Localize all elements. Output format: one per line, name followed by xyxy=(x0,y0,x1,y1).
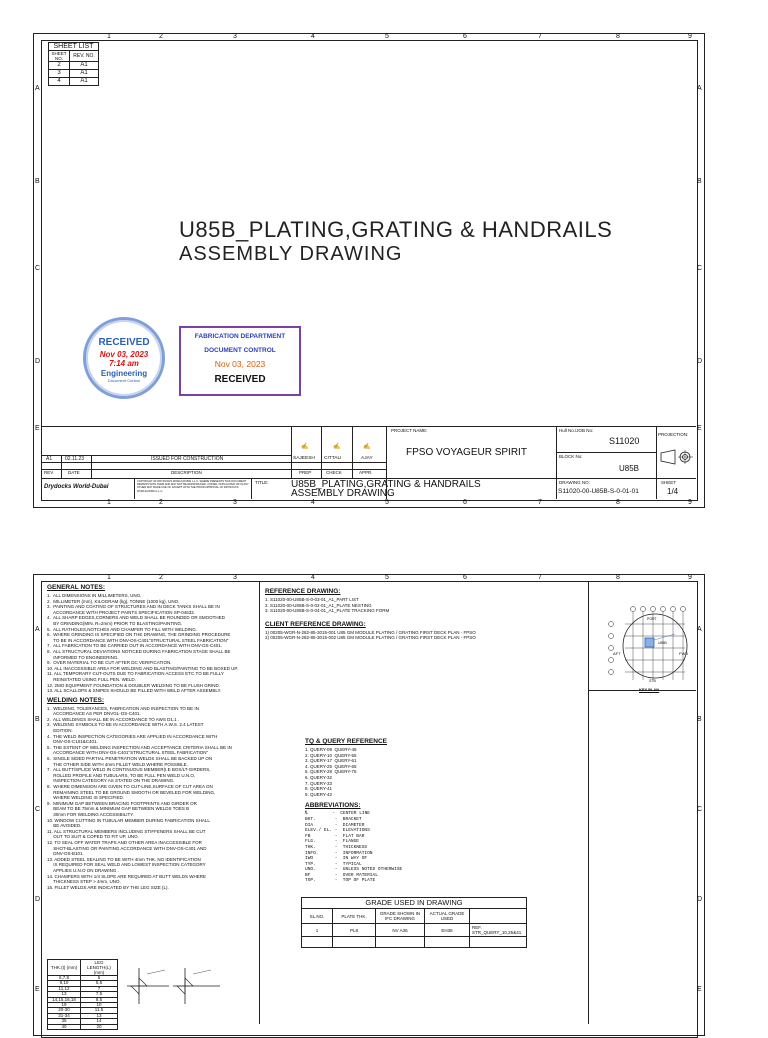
general-note-line: 4. ALL SHARP EDGES,CORNERS AND WELD SHALL BE ROUNDED OR SMOOTHED xyxy=(47,615,225,621)
zone-y-c: C xyxy=(35,265,41,272)
grade-header-actual: ACTUAL GRADE USED xyxy=(425,909,470,924)
general-notes-title: GENERAL NOTES: xyxy=(47,584,106,591)
client-reference-item: 1) 00205-WGR-N-282-85-3015-001 U85 GM MODULE PLATING / GRATING FIRST DECK PLAN - FPSO xyxy=(265,629,476,635)
general-note-line: BY GRINDING(MIN. R=2mm) PRIOR TO BLASTING/PAINTING. xyxy=(47,620,183,626)
welding-note-line: 8. WHERE DIMENSION ARE GIVEN TO CUT-LINE,SURFACE OF CUT AREA ON xyxy=(47,784,213,789)
zone-y-a: A xyxy=(35,85,40,92)
sheet-list-title: SHEET LIST xyxy=(49,43,99,51)
zone-x-6: 6 xyxy=(463,574,467,581)
general-note-line: 9. OVER MATERIAL TO BE CUT AFTER DC VERIFICATION. xyxy=(47,660,172,666)
general-notes-block xyxy=(47,584,257,890)
general-note-line: 3. PAINTING AND COATING OF STRUCTURES AND IN DECK TANKS SHALL BE IN xyxy=(47,604,220,610)
sheet-list-row-rev: A1 xyxy=(70,70,99,78)
grade-cell: REF. STR_QUERY_10,25&41 xyxy=(470,924,527,937)
fabrication-stamp-status: RECEIVED xyxy=(214,374,266,385)
sheet-list-row-rev: A1 xyxy=(70,78,99,86)
welding-note-line: 12. TO SEAL OFF WATER TRAPS AND OTHER AREA INACCESSIBLE FOR xyxy=(47,839,202,845)
welding-note-line: THICKNESS STEP > 4mm, UNO. xyxy=(47,879,121,885)
leg-table-cell: 31-34 xyxy=(48,1013,81,1018)
leg-table-cell: 14 xyxy=(81,1019,118,1024)
grade-table-title: GRADE USED IN DRAWING xyxy=(302,898,527,909)
welding-note-line: 6. SINGLE SIDED PARTIAL PENETRATION WELDS SHALL BE BACKED UP ON xyxy=(47,756,213,762)
welding-note-line: EDITION. xyxy=(47,728,73,734)
zone-x-8-bottom: 8 xyxy=(616,499,620,506)
reference-drawing-item: 3. S11020-00-U85B-S-0-04-01_A1_PLATE TRACKING FORM xyxy=(265,608,390,614)
general-note-line: 10. ALL INACCESSIBLE AREA FOR WELDING AND BLASTING/PAINTING TO BE BOXED UP. xyxy=(47,665,239,671)
zone-x-4: 4 xyxy=(311,574,315,581)
welding-note-line: 4. THE WELD INSPECTION CATEGORIES ARE APPLIED IN ACCORDANCE WITH xyxy=(47,733,218,739)
welding-note-line: 5. THE EXTENT OF WELDING INSPECTION AND ACCEPTANCE CRITERIA SHALL BE IN xyxy=(47,744,232,750)
received-stamp-date: Nov 03, 2023 xyxy=(99,350,149,359)
general-note-line: ACCORDANCE WITH PROJECT PAINTS SPECIFICATION SP-04632. xyxy=(47,609,196,615)
welding-note-line: 30mm FOR WELDING ACCESSIBILITY. xyxy=(47,811,134,817)
fabrication-stamp-line2: DOCUMENT CONTROL xyxy=(204,347,276,354)
leg-table-cell: 19 xyxy=(48,1003,81,1008)
received-stamp-round xyxy=(83,317,165,399)
zone-y-d-right: D xyxy=(697,896,703,903)
reference-drawing-title: REFERENCE DRAWING: xyxy=(265,588,341,595)
zone-x-9-bottom: 9 xyxy=(688,499,692,506)
welding-note-line: ACCORDANCE WITH DNV-OS-C401"STRUCTURAL STEEL FABRICATION" xyxy=(47,750,209,756)
welding-note-line: 13. ADDED STEEL SEALING TO BE WITH 4mm THK. NO IDENTIFICATION xyxy=(47,856,201,862)
revision-value: A1 xyxy=(46,456,53,462)
zone-x-6-bottom: 6 xyxy=(463,499,467,506)
hull-no: S11020 xyxy=(609,436,640,446)
leg-table-header-thk: THK.(t) (mm) xyxy=(48,960,81,976)
grade-cell: NV A36 xyxy=(376,924,425,937)
grade-cell: 1 xyxy=(302,924,333,937)
zone-y-b: B xyxy=(35,716,40,723)
label-rev: REV xyxy=(44,470,54,475)
leg-length-table xyxy=(47,959,118,1030)
general-note-line: 5. ALL RATHOLES,NOTCHES AND CHAMFER TO FILL WITH WELDING. xyxy=(47,626,197,632)
drawing-no-label: DRAWING NO: xyxy=(559,480,590,485)
zone-y-d: D xyxy=(35,896,41,903)
sheet-list-header-sheet: SHEET NO. xyxy=(49,51,70,62)
welding-note-line: 2. ALL WELDINGS SHALL BE IN ACCORDANCE TO AWS D1.1 . xyxy=(47,716,180,722)
welding-note-line: OUT TO SUIT & COPED TO FIT UP, UNO. xyxy=(47,834,139,840)
tq-query-item: 6. QUERY-32 xyxy=(305,774,333,780)
general-note-line: 2. MILLIMETER (mm), KILOGRAM (kg), TONNE (1000 kg), UNO. xyxy=(47,598,180,604)
zone-x-7: 7 xyxy=(538,33,542,40)
zone-x-6: 6 xyxy=(463,33,467,40)
drawing-main-subtitle: ASSEMBLY DRAWING xyxy=(179,243,403,265)
leg-table-cell: 11,12 xyxy=(48,986,81,991)
label-prep: PREP xyxy=(299,470,312,475)
client-reference-title: CLIENT REFERENCE DRAWING: xyxy=(265,620,366,628)
tq-query-item: 3. QUERY-17 QUERY-61 xyxy=(305,758,357,764)
welding-note-line: 9. MINIMUM GAP BETWEEN BRACING FOOTPRINTS AND GIRDER OR xyxy=(47,800,197,806)
zone-x-2-bottom: 2 xyxy=(159,499,163,506)
sheet-list-row-rev: A1 xyxy=(70,62,99,70)
abbreviations-list xyxy=(305,811,445,884)
key-plan-top: PORT xyxy=(647,617,657,621)
key-plan-fwd: FWD xyxy=(679,651,689,656)
welding-note-line: 1. WELDING, TOLERANCES, FABRICATION AND INSPECTION TO BE IN xyxy=(47,705,199,711)
general-notes-list xyxy=(47,593,257,694)
zone-x-2: 2 xyxy=(159,574,163,581)
leg-table-cell: 5 xyxy=(81,976,118,981)
zone-y-b: B xyxy=(35,178,40,185)
reference-drawing-item: 1. S11020-00-U85B-S-0-03-01_A1_PART LIST xyxy=(265,597,359,602)
abbreviation-item: BF - OVER MATERIAL xyxy=(305,872,378,878)
welding-note-line: SHOT-BLASTING OR PAINTING ACCORDANCE WITH DNV-OS-C401 AND xyxy=(47,845,207,851)
label-date: DATE xyxy=(68,470,80,475)
tq-query-list xyxy=(305,747,445,797)
drawing-no: S11020-00-U85B-S-0-01-01 xyxy=(558,488,639,495)
welding-note-line: DNV-OS-C101&C401. xyxy=(47,739,98,745)
general-note-line: 7. ALL FABRICATION TO BE CARRIED OUT IN ACCORDANCE WITH DNV-OS-C401. xyxy=(47,643,223,649)
key-plan-aft: AFT xyxy=(613,651,621,656)
tq-query-item: 2. QUERY-10 QUERY-55 xyxy=(305,752,357,758)
leg-table-cell: 20 xyxy=(81,1024,118,1029)
zone-y-d-right: D xyxy=(697,358,703,365)
label-appr: APPR. xyxy=(359,470,373,475)
label-check: CHECK xyxy=(326,470,342,475)
zone-y-a-right: A xyxy=(697,85,702,92)
grade-header-ref xyxy=(470,909,527,924)
zone-x-4: 4 xyxy=(311,33,315,40)
title-block-title-line1: U85B_PLATING,GRATING & HANDRAILS xyxy=(291,479,481,490)
general-note-line: 11. ALL TEMPORARY CUT-OUTS DUE TO FABRICATION ACCESS ETC.TO BE FULLY xyxy=(47,671,224,677)
leg-table-cell: 11.5 xyxy=(81,1008,118,1013)
prep-name: SAJEESH xyxy=(293,456,315,461)
welding-note-line: 11. ALL STRUCTURAL MEMBERS INCLUDING STIFFENERS SHALL BE CUT xyxy=(47,828,206,834)
leg-table-cell: 20-30 xyxy=(48,1008,81,1013)
reference-drawing-item: 2. S11020-00-U85B-S-0-02-01_A1_PLATE NESTING xyxy=(265,602,372,608)
projection-label: PROJECTION: xyxy=(658,432,689,437)
zone-y-e-right: E xyxy=(697,986,702,993)
zone-y-b-right: B xyxy=(697,716,702,723)
drawing-sheet-1 xyxy=(33,33,705,508)
sheet-list-row-sheet: 2 xyxy=(49,62,70,70)
received-stamp-dept: Document Control xyxy=(107,378,141,383)
zone-x-3-bottom: 3 xyxy=(233,499,237,506)
welding-note-line: ACCORDANCE AS PER DNVGL-OS-C401. xyxy=(47,711,141,717)
welding-note-line: BE AVOIDED. xyxy=(47,823,82,829)
leg-table-cell: 40 xyxy=(48,1024,81,1029)
hull-no-label: Hull No./JOB No: xyxy=(559,428,594,433)
abbreviation-item: THK. - THICKNESS xyxy=(305,844,368,850)
general-note-line: INFORMED TO ENGINEERING. xyxy=(47,654,119,660)
leg-table-cell: 13 xyxy=(48,992,81,997)
projection-symbol-icon xyxy=(659,448,695,466)
abbreviation-item: INFO. - INFORMATION xyxy=(305,850,373,856)
welding-note-line: 10. WINDOW CUTTING IN TUBULAR MEMBER DURING FABRICATION SHALL xyxy=(47,817,210,823)
welding-note-line: 3. WELDING SYMBOLS TO BE IN ACCORDANCE WITH A.W.S. 2.4 LATEST xyxy=(47,722,204,728)
abbreviation-item: TOP. - TOP OF PLATE xyxy=(305,878,376,884)
welding-note-line: WHERE WELDING IS SPECIFIED. xyxy=(47,795,125,801)
received-stamp-label: RECEIVED xyxy=(98,337,150,348)
leg-table-cell: 14,15,16,18 xyxy=(48,997,81,1002)
fabrication-stamp-date: Nov 03, 2023 xyxy=(214,359,266,369)
leg-table-cell: 8.5 xyxy=(81,997,118,1002)
welding-note-line: THE OTHER SIDE WITH 4mm FILLET WELD WHERE POSSIBLE. xyxy=(47,761,188,767)
abbreviation-item: IWO - IN WAY OF xyxy=(305,856,368,862)
label-description: DESCRIPTION xyxy=(171,470,202,475)
general-note-line: 8. ALL STRUCTURAL DEVIATIONS NOTICED DURING FABRICATION STAGE SHALL BE xyxy=(47,648,231,654)
abbreviation-item: BKT. - BRACKET xyxy=(305,816,362,822)
zone-y-a: A xyxy=(35,626,40,633)
revision-date: 02.11.23 xyxy=(65,456,85,462)
zone-x-8: 8 xyxy=(616,33,620,40)
general-note-line: 6. WHERE GRINDING IS SPECIFIED ON THE DRAWING, THE GRINDING PROCEDURE xyxy=(47,632,231,638)
title-block xyxy=(41,426,696,499)
zone-y-e-right: E xyxy=(697,425,702,432)
key-plan-label: KEY PLAN xyxy=(639,687,660,692)
zone-x-9: 9 xyxy=(688,574,692,581)
client-reference-item: 2) 00205-WGR-N-282-85-3015-002 U85 GM MODULE PLATING / GRATING FIRST DECK PLAN - FPSO xyxy=(265,635,476,641)
title-block-title-line2: ASSEMBLY DRAWING xyxy=(291,488,395,499)
grade-header-thk: PLATE THK. xyxy=(333,909,376,924)
welding-note-line: BEAM TO BE 75mm & MINIMUM GAP BETWEEN WELDS TOES B xyxy=(47,806,190,812)
welding-note-line: ROLLED PROFILE AND TUBULARS, TO BE FULL PEN WELD U.N.O, xyxy=(47,772,196,778)
appr-name: AJAY xyxy=(361,456,373,461)
tq-query-item: 4. QUERY-25 QUERY-65 xyxy=(305,763,357,769)
fabrication-stamp-line1: FABRICATION DEPARTMENT xyxy=(194,333,286,340)
block-no-label: BLOCK No: xyxy=(559,454,583,459)
grade-cell: PL8 xyxy=(333,924,376,937)
title-label: TITLE: xyxy=(255,480,269,485)
general-note-line: REINSTATED USING FULL PEN. WELD. xyxy=(47,676,136,682)
zone-x-3: 3 xyxy=(233,33,237,40)
project-name: FPSO VOYAGEUR SPIRIT xyxy=(406,447,527,458)
general-note-line: 12. 2MO EQUIPMENT FOUNDATION & DOUBLER WELDING TO BE FLUSH GRIND. xyxy=(47,682,220,688)
sheet-list-header-rev: REV. NO. xyxy=(70,51,99,62)
general-note-line: 1. ALL DIMENSIONS IN MILLIMETERS, UNO. xyxy=(47,593,142,598)
zone-x-3: 3 xyxy=(233,574,237,581)
sheet-list-row-sheet: 4 xyxy=(49,78,70,86)
leg-table-cell: 13 xyxy=(81,1013,118,1018)
leg-table-cell: 10 xyxy=(81,1003,118,1008)
signature-prep-icon: ✍ xyxy=(301,444,309,450)
received-stamp-time: 7:14 am xyxy=(109,359,139,368)
leg-table-cell: 6,7,8 xyxy=(48,976,81,981)
zone-y-d: D xyxy=(35,358,41,365)
welding-note-line: 15. FILLET WELDS ARE INDICATED BY THE LEG SIZE (L). xyxy=(47,884,169,890)
zone-x-5: 5 xyxy=(385,33,389,40)
tq-query-item: 7. QUERY-33 xyxy=(305,780,333,786)
general-note-line: 13. ALL SCALLOPS & SNIPES SHOULD BE FILLED WITH WELD AFTER ASSEMBLY. xyxy=(47,688,222,694)
block-no: U85B xyxy=(619,464,640,473)
drawing-sheet-2 xyxy=(33,574,705,1029)
fabrication-stamp xyxy=(179,326,301,396)
abbreviation-item: UNO. - UNLESS NOTED OTHERWISE xyxy=(305,867,403,873)
key-plan-block: U85B xyxy=(658,641,667,645)
zone-y-e: E xyxy=(35,986,40,993)
leg-table-cell: 35 xyxy=(48,1019,81,1024)
leg-table-cell: 5.5 xyxy=(81,981,118,986)
tq-query-item: 8. QUERY-41 xyxy=(305,786,333,792)
abbreviation-item: FLG. - FLANGE xyxy=(305,839,360,845)
zone-x-1-bottom: 1 xyxy=(107,499,111,506)
received-stamp-org: Engineering xyxy=(100,369,148,378)
zone-x-4-bottom: 4 xyxy=(311,499,315,506)
project-name-label: PROJECT NAME: xyxy=(391,428,428,433)
zone-y-c-right: C xyxy=(697,806,703,813)
tq-query-title: TQ & QUERY REFERENCE xyxy=(305,738,387,745)
zone-y-c-right: C xyxy=(697,265,703,272)
leg-table-cell: 7 xyxy=(81,986,118,991)
sheet-number: 1/4 xyxy=(667,487,679,496)
welding-notes-list xyxy=(47,706,257,891)
welding-note-line: APPLIES U.N.O ON DRAWING . xyxy=(47,867,119,873)
copyright-note: COPYRIGHT OF DRYDOCKS WORLD-DUBAI L.L.C. WHERE PRESENTS THIS DOCUMENT REMAINS WITH THEM AND MAY NOT BE REPRODUCED, COPIED, DUPLICATED OR IN ANY OTHER WAY MADE USE OF, EXCEPT WITH THE PRIOR APPROVAL OF DRYDOCKS WORLD-DUBAI L.L.C. xyxy=(137,480,249,493)
signature-check-icon: ✍ xyxy=(333,444,341,450)
sheet-label: SHEET xyxy=(661,480,677,485)
revision-description: ISSUED FOR CONSTRUCTION xyxy=(151,456,224,462)
zone-x-5: 5 xyxy=(385,574,389,581)
abbreviation-item: ℄ - CENTER LINE xyxy=(305,811,370,817)
welding-note-line: 14. CHAMFERS WITH 1/4 SLOPE ARE REQUIRED AT BUTT WELDS WHERE xyxy=(47,873,207,879)
abbreviations-title: ABBREVIATIONS: xyxy=(305,802,361,810)
grade-table xyxy=(301,897,527,948)
company-logo-text: Drydocks World-Dubai xyxy=(44,484,109,490)
sheet-list-table xyxy=(48,42,99,86)
zone-y-e: E xyxy=(35,425,40,432)
abbreviation-item: DIA - DIAMETER xyxy=(305,822,365,828)
abbreviation-item: ELEV./ EL. - ELEVATIONS xyxy=(305,828,370,834)
tq-query-block xyxy=(305,738,445,884)
zone-y-a-right: A xyxy=(697,626,702,633)
leg-table-cell: 7.5 xyxy=(81,992,118,997)
zone-x-8: 8 xyxy=(616,574,620,581)
leg-table-header-leg: LEG LENGTH(L) (mm) xyxy=(81,960,118,976)
tq-query-item: 5. QUERY-28 QUERY-76 xyxy=(305,769,357,775)
welding-note-line: IS REQUIRED FOR SEAL WELD AND LOWEST INSPECTION CATEGORY xyxy=(47,862,206,868)
reference-drawing-block xyxy=(265,588,585,641)
abbreviation-item: TYP. - TYPICAL xyxy=(305,861,362,867)
welding-note-line: INSPECTION CATEGORY AS STATED ON THE DRAWING. xyxy=(47,778,175,784)
zone-x-1: 1 xyxy=(107,33,111,40)
key-plan-bottom: STB xyxy=(649,679,656,683)
zone-y-b-right: B xyxy=(697,178,702,185)
zone-y-c: C xyxy=(35,806,41,813)
zone-x-9: 9 xyxy=(688,33,692,40)
welding-note-line: DNV-OS-B101. xyxy=(47,851,84,857)
zone-x-1: 1 xyxy=(107,574,111,581)
signature-appr-icon: ✍ xyxy=(363,444,371,450)
zone-x-7-bottom: 7 xyxy=(538,499,542,506)
grade-header-slno: SL.NO. xyxy=(302,909,333,924)
zone-x-5-bottom: 5 xyxy=(385,499,389,506)
welding-note-line: 7. ALL BUTT/SPLICE WELD IN CONTINUOUS MEMBER(I.E BOX/LT-GIRDERS, xyxy=(47,767,211,773)
check-name: CITTALI xyxy=(324,456,342,461)
tq-query-item: 1. QUERY-09 QUERY-45 xyxy=(305,747,357,752)
sheet-list-row-sheet: 3 xyxy=(49,70,70,78)
drawing-main-title: U85B_PLATING,GRATING & HANDRAILS xyxy=(179,217,613,242)
tq-query-item: 9. QUERY-42 xyxy=(305,791,333,797)
zone-x-7: 7 xyxy=(538,574,542,581)
welding-notes-title: WELDING NOTES: xyxy=(47,696,105,704)
grade-cell: EH36 xyxy=(425,924,470,937)
grade-header-ifc: GRADE SHOWN IN IFC DRAWING xyxy=(376,909,425,924)
zone-x-2: 2 xyxy=(159,33,163,40)
general-note-line: TO BE IN ACCORDANCE WITH DNV-OS-C401"STRUCTURAL STEEL FABRICATION" xyxy=(47,637,229,643)
fillet-weld-sketch xyxy=(125,966,235,1006)
abbreviation-item: FB - FLAT BAR xyxy=(305,833,365,839)
leg-table-cell: 9,10 xyxy=(48,981,81,986)
welding-note-line: REMAINING STEEL TO BE GROUND SMOOTH OR BEVELED FOR WELDING, xyxy=(47,789,216,795)
